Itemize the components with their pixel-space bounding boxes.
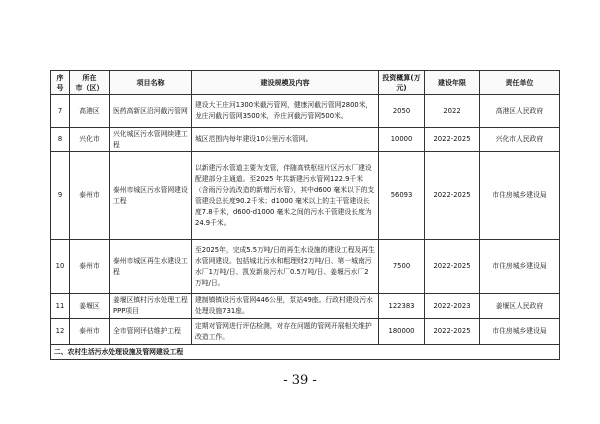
- page-number: - 39 -: [283, 373, 317, 388]
- table-row: [51, 294, 560, 319]
- header-project-name: 项目名称: [110, 71, 192, 95]
- header-seq: 序 号: [51, 71, 70, 95]
- cell-period: 2022: [425, 95, 480, 128]
- cell-seq: 7: [51, 95, 70, 128]
- cell-project-name: 泰州市城区再生水建设工程: [110, 240, 192, 294]
- cell-investment: 122383: [379, 294, 425, 319]
- cell-content: 建设大王庄河1300米截污管网，健康河截污管网2800米，龙庄河截污管网3500米，乔庄河截污管网500米。: [192, 95, 379, 128]
- cell-investment: 180000: [379, 319, 425, 345]
- cell-responsible-unit: 市住房城乡建设局: [480, 240, 560, 294]
- header-period: 建设年限: [425, 71, 480, 95]
- header-content: 建设规模及内容: [192, 71, 379, 95]
- cell-city: 高港区: [70, 95, 110, 128]
- project-table: [50, 70, 560, 360]
- cell-investment: 2050: [379, 95, 425, 128]
- cell-project-name: 姜堰区镇村污水处理工程PPP项目: [110, 294, 192, 319]
- cell-city: 泰州市: [70, 240, 110, 294]
- cell-content: 以新建污水管道主要为支管，伴随高铁枢纽片区污水厂建设配建部分主通道。至2025 年共新建污水管网122.9千米（含雨污分流改造的新增污水管），其中d600 毫米以下的支管建设总长度90.2千米；d1000 毫米以上的主干管建设长度7.8千米，d600-d1000 毫米之间的污水干管建设长度为24.9千米。: [192, 152, 379, 240]
- cell-project-name: 兴化城区污水管网续建工程: [110, 128, 192, 152]
- table-row: [51, 319, 560, 345]
- cell-responsible-unit: 市住房城乡建设局: [480, 152, 560, 240]
- section-title: 二、农村生活污水处理设施及管网建设工程: [51, 345, 560, 360]
- cell-period: 2022-2025: [425, 319, 480, 345]
- cell-responsible-unit: 姜堰区人民政府: [480, 294, 560, 319]
- cell-city: 泰州市: [70, 152, 110, 240]
- section-row: [51, 345, 560, 360]
- cell-responsible-unit: 高港区人民政府: [480, 95, 560, 128]
- cell-seq: 12: [51, 319, 70, 345]
- header-city: 所在 市（区）: [70, 71, 110, 95]
- cell-project-name: 医药高新区沿河截污管网: [110, 95, 192, 128]
- cell-period: 2022-2025: [425, 128, 480, 152]
- table-row: [51, 128, 560, 152]
- header-responsible-unit: 责任单位: [480, 71, 560, 95]
- header-investment: 投资概算(万 元): [379, 71, 425, 95]
- table-row: [51, 240, 560, 294]
- cell-content: 至2025年，完成5.5万吨/日的再生水设施的建设工程及再生水管网建设。包括城北污水和粗理财2万吨/日、第一城南污水厂1万吨/日、凯发新泉污水厂0.5万吨/日、姜堰污水厂2万吨/日。: [192, 240, 379, 294]
- cell-city: 泰州市: [70, 319, 110, 345]
- cell-city: 兴化市: [70, 128, 110, 152]
- table-row: [51, 95, 560, 128]
- cell-responsible-unit: 市住房城乡建设局: [480, 319, 560, 345]
- cell-content: 建制镇镇设污水管网446公里，泵站49座。行政村建设污水处理设施731座。: [192, 294, 379, 319]
- cell-project-name: 全市管网评估维护工程: [110, 319, 192, 345]
- cell-seq: 9: [51, 152, 70, 240]
- cell-city: 姜堰区: [70, 294, 110, 319]
- cell-content: 城区范围内每年建设10公里污水管网。: [192, 128, 379, 152]
- cell-period: 2022-2025: [425, 240, 480, 294]
- cell-responsible-unit: 兴化市人民政府: [480, 128, 560, 152]
- cell-investment: 56093: [379, 152, 425, 240]
- cell-period: 2022-2023: [425, 294, 480, 319]
- cell-seq: 10: [51, 240, 70, 294]
- cell-period: 2022-2025: [425, 152, 480, 240]
- cell-content: 定期对管网进行评估检测，对存在问题的管网开展相关维护改造工作。: [192, 319, 379, 345]
- cell-investment: 10000: [379, 128, 425, 152]
- cell-project-name: 泰州市城区污水管网建设工程: [110, 152, 192, 240]
- table-header-row: [51, 71, 560, 95]
- table-row: [51, 152, 560, 240]
- cell-seq: 8: [51, 128, 70, 152]
- cell-seq: 11: [51, 294, 70, 319]
- cell-investment: 7500: [379, 240, 425, 294]
